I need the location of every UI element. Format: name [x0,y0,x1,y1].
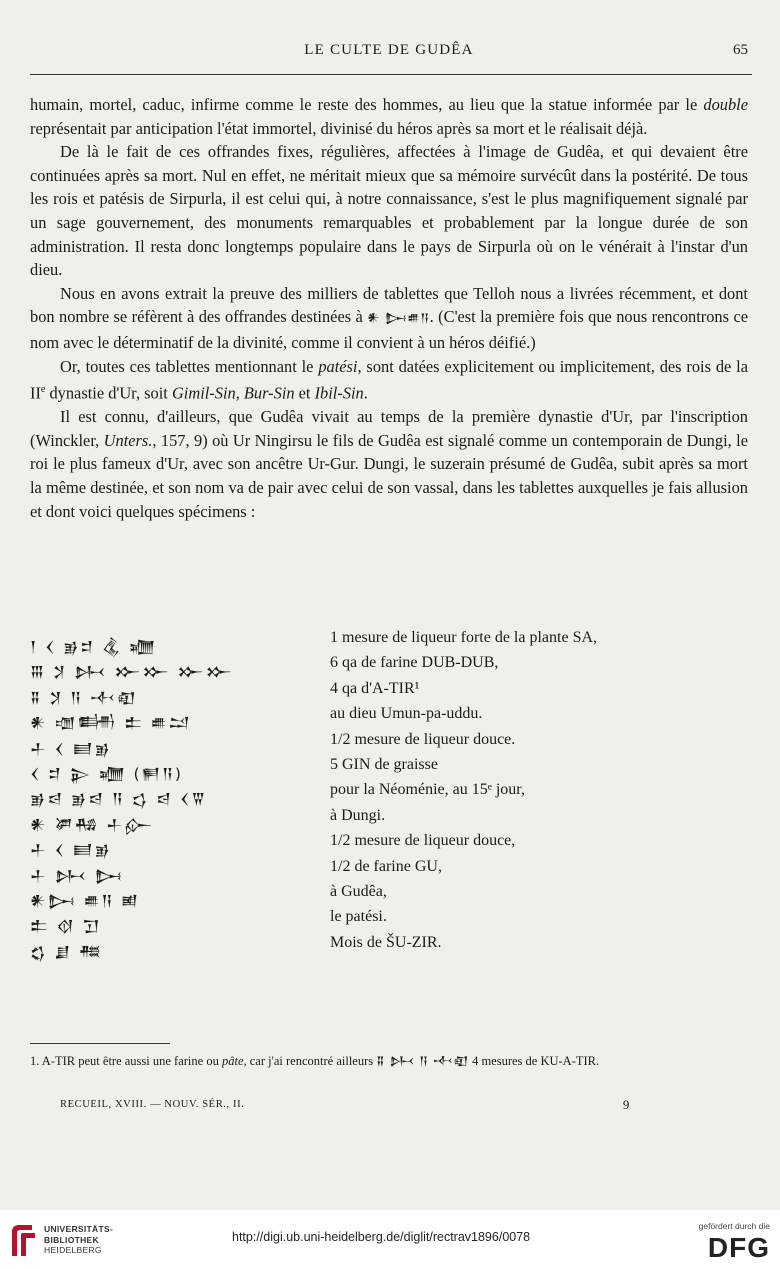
translation-line: 1/2 mesure de liqueur douce. [330,730,516,748]
cuneiform-line: 𒌋 𒄑 𒉌 𒁾 (𒂍𒀀) [30,764,183,783]
translation-line: à Dungi. [330,806,386,824]
tablet-row [30,729,748,758]
paragraph-5: Il est connu, d'ailleurs, que Gudêa vivait au temps de la première dynastie d'Ur, par l'inscription (Winckler, Unters., 157, 9) où Ur Ningirsu le fils de Gudêa est signalé comme un contemporain de Dungi, le roi le plus fameux d'Ur, avec son ancêtre Ur-Gur. Dungi, le suzerain présumé de Gudêa, subit après sa mort la même destinée, et son nom va de pair avec celui de son vassal, dans les tablettes auxquelles je fais allusion et dont voici quelques spécimens : [30,407,748,521]
translation-line: Mois de ŠU-ZIR. [330,933,442,951]
cuneiform-line: 𒈦 𒉄 𒄖 [30,866,125,885]
header-rule [30,74,752,75]
page-title: LE CULTE DE GUDÊA [304,42,474,58]
tablet-row [30,652,748,682]
footnote-cuneiform: 𒐉 𒉄 𒀀 𒋾𒊏 [376,1054,469,1068]
tablet-row [30,856,748,885]
cuneiform-line: 𒂊𒁀 𒂊𒁀 𒀀 𒌓 𒁀 𒌋𒐊 [30,790,208,809]
translation-line: 1/2 de farine GU, [330,857,442,875]
translation-line: à Gudêa, [330,882,387,900]
cuneiform-divine-name: 𒀭 𒄖𒌑𒀀 [367,311,430,326]
footer-bar [0,1210,780,1269]
cuneiform-line: 𒀭 𒌝𒌦 𒉺 𒌑𒁺 [30,714,192,733]
tablet-row [30,881,748,910]
running-head [30,42,748,66]
paragraph-3: Nous en avons extrait la preuve des milliers de tablettes que Telloh nous a livrées récemment, et dont bon nombre se réfèrent à des offrandes destinées à 𒀭 𒄖𒌑𒀀. (C'est la première fois que nous rencontrons ce nom avec le déterminatif de la divinité, comme il convient à un héros déifié.) [30,283,748,352]
translation-line: au dieu Umun-pa-uddu. [330,705,483,723]
cuneiform-line: 𒉺 𒋼 𒋛 [30,917,102,936]
university-library-logo-icon[interactable] [8,1222,38,1258]
paragraph-4: Or, toutes ces tablettes mentionnant le patési, sont datées explicitement ou implicitement, des rois de la IIe dynastie d'Ur, soit Gimil-Sin, Bur-Sin et Ibil-Sin. [30,356,748,403]
page-number: 65 [733,42,748,58]
footnote: 1. A-TIR peut être aussi une farine ou pâte, car j'ai rencontré ailleurs 𒐉 𒉄 𒀀 𒋾𒊏 4 mesures de KU-A-TIR. [30,1054,600,1068]
translation-line: le patési. [330,908,387,926]
university-library-name[interactable]: UNIVERSITÄTS- BIBLIOTHEK HEIDELBERG [44,1224,114,1255]
tablet-row [30,779,748,809]
signature-number: 9 [622,1097,630,1112]
signature-text: RECUEIL, XVIII. — NOUV. SÉR., II. [60,1099,245,1110]
cuneiform-line: 𒌚 𒋗 𒍣 [30,942,103,961]
cuneiform-line: 𒐋 𒋡 𒉄 𒁍𒁍 𒁍𒁍 [30,663,234,682]
paragraph-2: De là le fait de ces offrandes fixes, régulières, affectées à l'image de Gudêa, et qui devaient être continuées après sa mort. Nul en effet, ne méritait mieux que sa mémoire survécût dans la postérité. De tous les rois et patésis de Sirpurla, il est celui qui, à notre connaissance, s'est le plus magnifiquement signalé par un sage gouvernement, des monuments remarquables et probablement par la longue durée de son administration. Il resta donc longtemps populaire dans le pays de Sirpurla où on le vénérait à l'instar d'un dieu. [30,142,748,280]
tablet-transcription [30,627,748,961]
tablet-row [30,678,748,707]
cuneiform-line: 𒈦 𒌋 𒆦𒂊 [30,841,112,860]
translation-line: 1/2 mesure de liqueur douce, [330,832,516,850]
tablet-row [30,830,748,860]
translation-line: 4 qa d'A-TIR¹ [330,679,420,697]
tablet-row [30,754,748,783]
printer-signature [60,1099,720,1110]
permalink-url[interactable]: http://digi.ub.uni-heidelberg.de/diglit/rectrav1896/0078 [232,1230,531,1244]
cuneiform-line: 𒀭 𒂄𒄀 𒈦𒅎 [30,815,155,834]
cuneiform-line: 𒀭𒄖 𒌑𒀀 𒅖 [30,891,141,910]
tablet-row [30,703,748,733]
tablet-row [30,627,748,656]
cuneiform-line: 𒐉 𒋡 𒀀 𒋾𒊏 [30,688,138,707]
translation-line: pour la Néoménie, au 15ᵉ jour, [330,781,525,799]
footnote-rule [30,1043,170,1044]
tablet-row [30,906,748,936]
translation-line: 6 qa de farine DUB-DUB, [330,654,499,672]
tablet-row [30,932,748,961]
tablet-row [30,805,748,834]
cuneiform-line: 𒈦 𒌋 𒆦𒂊 [30,739,112,758]
dfg-logo[interactable]: DFG [707,1232,770,1263]
cuneiform-line: 𒁹 𒌋 𒂊𒄑 𒆬 𒁾 [30,638,158,656]
translation-line: 1 mesure de liqueur forte de la plante SA, [330,629,598,646]
dfg-caption: gefördert durch die [698,1221,770,1231]
translation-line: 5 GIN de graisse [330,755,438,773]
body-text [30,93,748,523]
paragraph-1: humain, mortel, caduc, infirme comme le reste des hommes, au lieu que la statue informée par le double représentait par anticipation l'état immortel, divinisé du héros après sa mort et le réalisait déjà. [30,95,748,138]
